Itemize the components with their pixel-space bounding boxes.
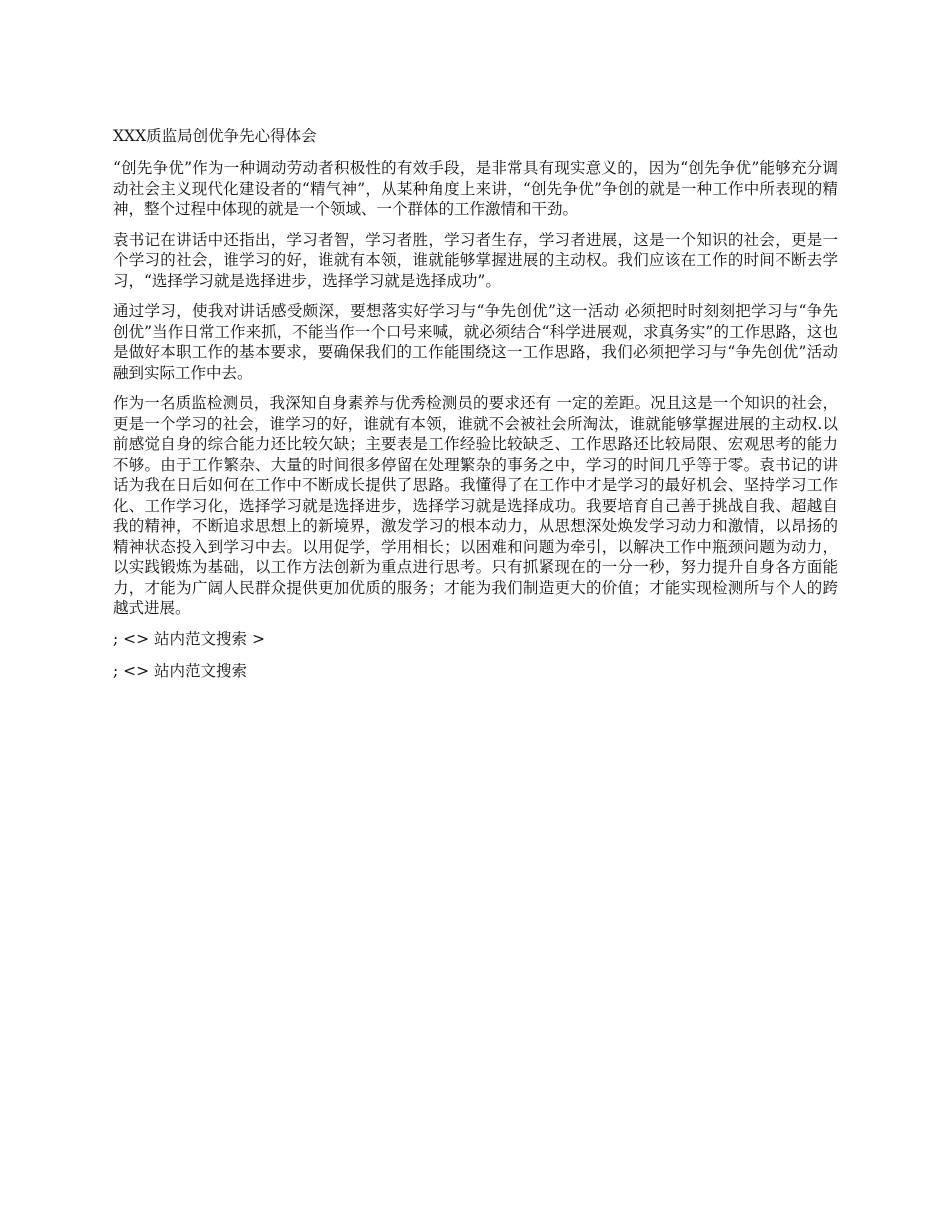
paragraph-4: 作为一名质监检测员，我深知自身素养与优秀检测员的要求还有 一定的差距。况且这是一个知识的社会，更是一个学习的社会，谁学习的好，谁就有本领，谁就不会被社会所淘汰，谁就能够掌握进展的主动权.以前感觉自身的综合能力还比较欠缺；主要表是工作经验比较缺乏、工作思路还比较局限、宏观思考的能力不够。由于工作繁杂、大量的时间很多停留在处理繁杂的事务之中，学习的时间几乎等于零。袁书记的讲话为我在日后如何在工作中不断成长提供了思路。我懂得了在工作中才是学习的最好机会、坚持学习工作化、工作学习化，选择学习就是选择进步，选择学习就是选择成功。我要培育自己善于挑战自我、超越自我的精神，不断追求思想上的新境界，激发学习的根本动力，从思想深处焕发学习动力和激情，以昂扬的精神状态投入到学习中去。以用促学，学用相长；以困难和问题为牵引，以解决工作中瓶颈问题为动力，以实践锻炼为基础，以工作方法创新为重点进行思考。只有抓紧现在的一分一秒，努力提升自身各方面能力，才能为广阔人民群众提供更加优质的服务；才能为我们制造更大的价值；才能实现检测所与个人的跨越式进展。: [113, 394, 838, 617]
document-title: XXX质监局创优争先心得体会: [113, 127, 317, 145]
document-page: [113, 124, 838, 694]
site-search-link-2[interactable]: ; <> 站内范文搜索: [113, 662, 248, 680]
paragraph-3: 通过学习，使我对讲话感受颇深，要想落实好学习与“争先创优”这一活动 必须把时时刻刻把学习与“争先创优”当作日常工作来抓，不能当作一个口号来喊，就必须结合“科学进展观，求真务实”的工作思路，这也是做好本职工作的基本要求，要确保我们的工作能围绕这一工作思路，我们必须把学习与“争先创优”活动融到实际工作中去。: [113, 302, 838, 382]
paragraph-2: 袁书记在讲话中还指出，学习者智，学习者胜，学习者生存，学习者进展，这是一个知识的社会，更是一个学习的社会，谁学习的好，谁就有本领，谁就能够掌握进展的主动权。我们应该在工作的时间不断去学习，“选择学习就是选择进步，选择学习就是选择成功”。: [113, 230, 838, 290]
paragraph-1: “创先争优”作为一种调动劳动者积极性的有效手段，是非常具有现实意义的，因为“创先争优”能够充分调动社会主义现代化建设者的“精气神”，从某种角度上来讲，“创先争优”争创的就是一种工作中所表现的精神，整个过程中体现的就是一个领域、一个群体的工作激情和干劲。: [113, 159, 838, 218]
site-search-link-1[interactable]: ; <> 站内范文搜索 >: [113, 629, 265, 648]
